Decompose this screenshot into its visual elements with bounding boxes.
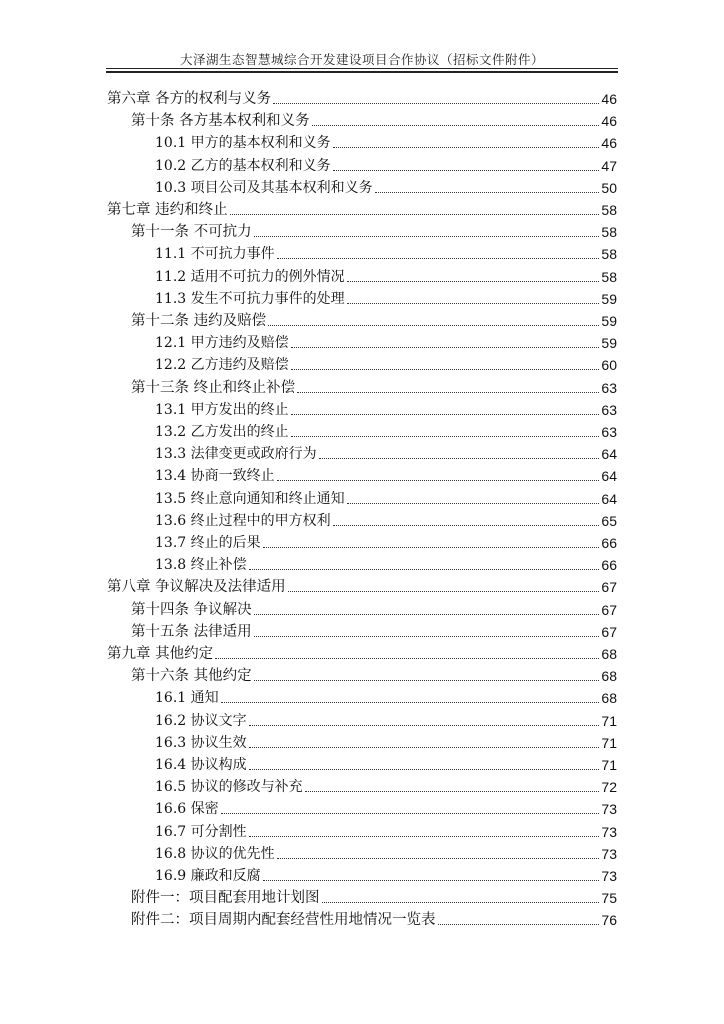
toc-entry-title: 第七章 违约和终止 bbox=[107, 202, 228, 218]
toc-entry-title: 第六章 各方的权利与义务 bbox=[107, 91, 272, 107]
toc-entry[interactable] bbox=[155, 241, 617, 263]
toc-entry[interactable] bbox=[155, 774, 617, 796]
toc-dot-leader bbox=[249, 569, 600, 570]
toc-dot-leader bbox=[249, 836, 600, 837]
toc-entry-title: 16.1 通知 bbox=[155, 690, 219, 707]
toc-page-number: 63 bbox=[601, 424, 617, 440]
toc-page-number: 58 bbox=[601, 246, 617, 263]
toc-entry-title: 10.1 甲方的基本权利和义务 bbox=[155, 135, 331, 152]
toc-entry[interactable] bbox=[107, 641, 617, 663]
toc-entry[interactable] bbox=[155, 486, 617, 508]
toc-dot-leader bbox=[273, 103, 599, 104]
toc-entry-title: 第十六条 其他约定 bbox=[131, 668, 252, 685]
toc-entry[interactable] bbox=[155, 441, 617, 463]
toc-page-number: 46 bbox=[601, 135, 617, 152]
toc-page-number: 47 bbox=[601, 157, 617, 174]
toc-dot-leader bbox=[333, 170, 600, 171]
toc-entry[interactable] bbox=[131, 907, 617, 929]
toc-page-number: 73 bbox=[601, 823, 617, 840]
toc-page-number: 67 bbox=[601, 579, 617, 596]
toc-entry-title: 13.3 法律变更或政府行为 bbox=[155, 446, 317, 463]
toc-entry-title: 16.4 协议构成 bbox=[155, 757, 247, 773]
toc-page-number: 67 bbox=[601, 623, 617, 640]
toc-entry-title: 第九章 其他约定 bbox=[107, 646, 214, 662]
toc-entry[interactable] bbox=[155, 352, 617, 374]
toc-entry[interactable] bbox=[131, 885, 617, 907]
toc-entry[interactable] bbox=[155, 685, 617, 707]
toc-entry[interactable] bbox=[155, 796, 617, 818]
toc-entry[interactable] bbox=[155, 419, 617, 441]
toc-page-number: 75 bbox=[601, 890, 617, 907]
toc-entry[interactable] bbox=[107, 574, 617, 596]
toc-page-number: 64 bbox=[601, 468, 617, 485]
toc-entry-title: 第十四条 争议解决 bbox=[131, 601, 252, 618]
toc-page-number: 63 bbox=[601, 379, 617, 396]
toc-entry-title: 16.2 协议文字 bbox=[155, 712, 247, 729]
toc-entry[interactable] bbox=[107, 197, 617, 219]
toc-page-number: 71 bbox=[601, 712, 617, 729]
toc-entry[interactable] bbox=[155, 552, 617, 574]
toc-dot-leader bbox=[221, 813, 600, 814]
toc-dot-leader bbox=[249, 725, 600, 726]
toc-page-number: 63 bbox=[601, 401, 617, 418]
toc-entry-title: 附件一：项目配套用地计划图 bbox=[131, 890, 320, 907]
toc-entry[interactable] bbox=[155, 841, 617, 863]
toc-entry[interactable] bbox=[131, 308, 617, 330]
toc-entry[interactable] bbox=[155, 730, 617, 752]
toc-page-number: 65 bbox=[601, 512, 617, 529]
toc-entry[interactable] bbox=[155, 708, 617, 730]
toc-entry-title: 13.8 终止补偿 bbox=[155, 557, 247, 574]
toc-entry[interactable] bbox=[155, 752, 617, 774]
toc-entry[interactable] bbox=[155, 286, 617, 308]
toc-page-number: 71 bbox=[601, 734, 617, 751]
toc-dot-leader bbox=[291, 369, 600, 370]
toc-entry-title: 16.9 廉政和反腐 bbox=[155, 868, 261, 884]
header-rule bbox=[106, 68, 618, 69]
toc-dot-leader bbox=[249, 769, 600, 770]
toc-entry-title: 11.2 适用不可抗力的例外情况 bbox=[155, 268, 345, 285]
toc-entry-title: 第十五条 法律适用 bbox=[131, 623, 252, 640]
toc-page-number: 58 bbox=[601, 202, 617, 218]
toc-page-number: 59 bbox=[601, 290, 617, 307]
toc-dot-leader bbox=[322, 902, 600, 903]
toc-entry[interactable] bbox=[155, 463, 617, 485]
toc-entry-title: 12.2 乙方违约及赔偿 bbox=[155, 357, 289, 374]
toc-entry-title: 16.8 协议的优先性 bbox=[155, 845, 275, 862]
toc-entry-title: 13.5 终止意向通知和终止通知 bbox=[155, 490, 345, 507]
toc-entry-title: 13.7 终止的后果 bbox=[155, 535, 261, 551]
toc-page-number: 68 bbox=[601, 690, 617, 707]
page-header: 大泽湖生态智慧城综合开发建设项目合作协议（招标文件附件） bbox=[179, 52, 544, 67]
toc-dot-leader bbox=[221, 702, 600, 703]
toc-page-number: 71 bbox=[601, 757, 617, 773]
toc-entry[interactable] bbox=[155, 397, 617, 419]
toc-dot-leader bbox=[291, 347, 600, 348]
toc-entry-title: 12.1 甲方违约及赔偿 bbox=[155, 335, 289, 352]
toc-entry[interactable] bbox=[107, 86, 617, 108]
toc-dot-leader bbox=[319, 458, 600, 459]
toc-dot-leader bbox=[277, 258, 600, 259]
toc-entry-title: 10.2 乙方的基本权利和义务 bbox=[155, 157, 331, 174]
toc-entry[interactable] bbox=[155, 175, 617, 197]
toc-dot-leader bbox=[375, 192, 600, 193]
toc-page-number: 60 bbox=[601, 357, 617, 374]
toc-dot-leader bbox=[288, 591, 600, 592]
toc-dot-leader bbox=[333, 147, 600, 148]
toc-entry[interactable] bbox=[131, 108, 617, 130]
toc-page-number: 64 bbox=[601, 490, 617, 507]
toc-dot-leader bbox=[268, 325, 599, 326]
toc-page-number: 46 bbox=[601, 91, 617, 107]
toc-page-number: 59 bbox=[601, 335, 617, 352]
toc-dot-leader bbox=[277, 858, 600, 859]
toc-entry-title: 11.3 发生不可抗力事件的处理 bbox=[155, 290, 345, 307]
toc-entry-title: 附件二：项目周期内配套经营性用地情况一览表 bbox=[131, 912, 436, 929]
toc-page-number: 46 bbox=[601, 113, 617, 130]
toc-page-number: 64 bbox=[601, 446, 617, 463]
toc-entry-title: 13.4 协商一致终止 bbox=[155, 468, 275, 485]
toc-entry-title: 第八章 争议解决及法律适用 bbox=[107, 579, 286, 596]
toc-dot-leader bbox=[254, 614, 600, 615]
toc-entry[interactable] bbox=[155, 330, 617, 352]
toc-dot-leader bbox=[291, 436, 600, 437]
toc-entry[interactable] bbox=[131, 375, 617, 397]
toc-entry-title: 13.6 终止过程中的甲方权利 bbox=[155, 512, 331, 529]
toc-page-number: 59 bbox=[601, 313, 617, 329]
toc-dot-leader bbox=[347, 303, 600, 304]
toc-entry[interactable] bbox=[131, 597, 617, 619]
toc-entry-title: 10.3 项目公司及其基本权利和义务 bbox=[155, 179, 373, 196]
toc-dot-leader bbox=[215, 658, 599, 659]
toc-page-number: 68 bbox=[601, 668, 617, 685]
toc-dot-leader bbox=[297, 392, 599, 393]
toc-entry-title: 16.3 协议生效 bbox=[155, 734, 247, 751]
toc-dot-leader bbox=[254, 680, 600, 681]
toc-page-number: 73 bbox=[601, 845, 617, 862]
toc-page-number: 76 bbox=[601, 912, 617, 929]
toc-entry[interactable] bbox=[155, 264, 617, 286]
toc-page-number: 72 bbox=[601, 779, 617, 796]
toc-entry-title: 第十一条 不可抗力 bbox=[131, 224, 252, 241]
toc-page-number: 58 bbox=[601, 224, 617, 241]
toc-entry-title: 11.1 不可抗力事件 bbox=[155, 246, 275, 263]
header-rule-thick bbox=[106, 71, 618, 73]
toc-page-number: 66 bbox=[601, 557, 617, 574]
toc-entry-title: 13.1 甲方发出的终止 bbox=[155, 401, 289, 418]
toc-dot-leader bbox=[333, 525, 600, 526]
toc-dot-leader bbox=[230, 214, 600, 215]
toc-dot-leader bbox=[263, 547, 600, 548]
toc-entry-title: 第十三条 终止和终止补偿 bbox=[131, 379, 296, 396]
toc-entry[interactable] bbox=[155, 130, 617, 152]
toc-dot-leader bbox=[277, 480, 600, 481]
toc-dot-leader bbox=[254, 236, 600, 237]
toc-dot-leader bbox=[291, 414, 600, 415]
toc-entry-title: 16.6 保密 bbox=[155, 801, 219, 818]
toc-page-number: 73 bbox=[601, 868, 617, 884]
toc-entry[interactable] bbox=[155, 863, 617, 885]
toc-page-number: 67 bbox=[601, 601, 617, 618]
toc-entry-title: 16.5 协议的修改与补充 bbox=[155, 779, 303, 796]
toc-dot-leader bbox=[263, 880, 600, 881]
toc-entry[interactable] bbox=[155, 530, 617, 552]
toc-entry-title: 16.7 可分割性 bbox=[155, 823, 247, 840]
toc-entry[interactable] bbox=[155, 508, 617, 530]
toc-dot-leader bbox=[347, 503, 600, 504]
toc-dot-leader bbox=[254, 636, 600, 637]
toc-entry[interactable] bbox=[131, 219, 617, 241]
toc-page-number: 50 bbox=[601, 179, 617, 196]
toc-entry[interactable] bbox=[155, 819, 617, 841]
toc-dot-leader bbox=[347, 281, 600, 282]
toc-entry[interactable] bbox=[131, 619, 617, 641]
toc-dot-leader bbox=[312, 125, 600, 126]
toc-entry[interactable] bbox=[155, 153, 617, 175]
toc-dot-leader bbox=[305, 791, 600, 792]
toc-dot-leader bbox=[438, 924, 600, 925]
toc-entry-title: 13.2 乙方发出的终止 bbox=[155, 424, 289, 440]
toc-page-number: 66 bbox=[601, 535, 617, 551]
toc-page-number: 73 bbox=[601, 801, 617, 818]
toc-dot-leader bbox=[249, 747, 600, 748]
toc-entry-title: 第十条 各方基本权利和义务 bbox=[131, 113, 310, 130]
toc-entry[interactable] bbox=[131, 663, 617, 685]
toc-page-number: 68 bbox=[601, 646, 617, 662]
toc-page-number: 58 bbox=[601, 268, 617, 285]
toc-entry-title: 第十二条 违约及赔偿 bbox=[131, 313, 267, 329]
